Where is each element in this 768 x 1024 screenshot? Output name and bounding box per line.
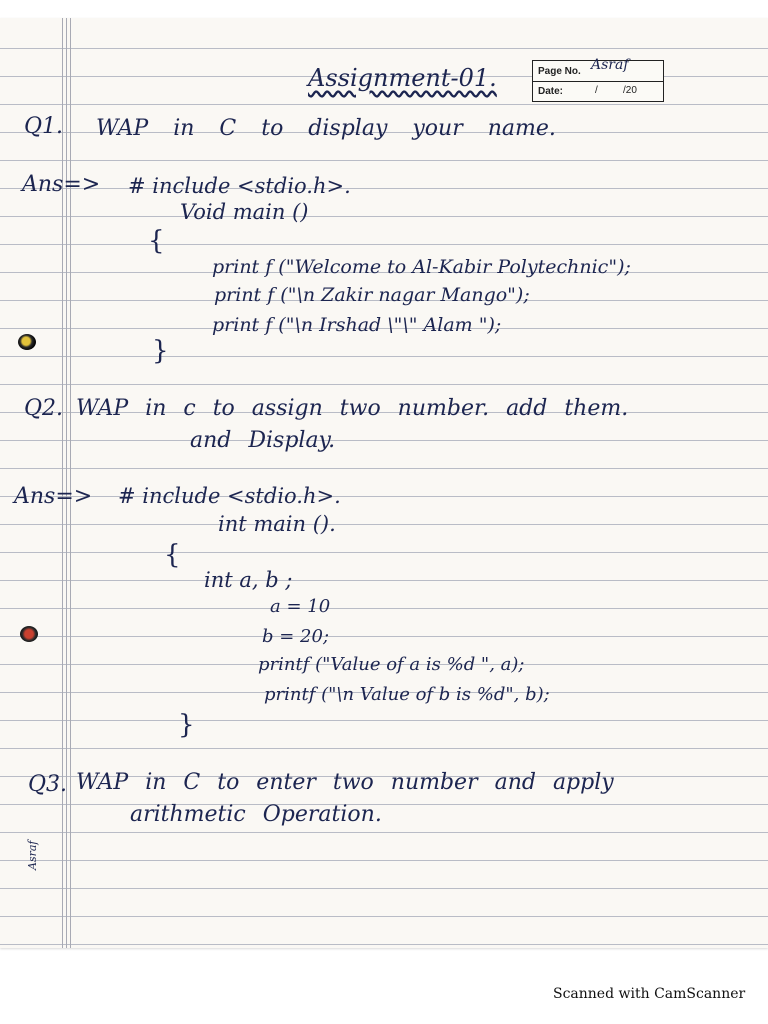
- q1-code-line: print f ("\n Irshad \"\" Alam ");: [212, 314, 502, 336]
- q2-code-line: printf ("Value of a is %d ", a);: [258, 654, 525, 675]
- q3-text-line1: WAP in C to enter two number and apply: [76, 770, 614, 795]
- page-no-value: Asraf: [591, 57, 629, 73]
- q2-text-line2: and Display.: [190, 428, 336, 453]
- q1-label: Q1.: [24, 114, 64, 139]
- margin-line: [70, 18, 71, 948]
- date-year: /20: [623, 85, 637, 96]
- binder-hole: [18, 334, 36, 350]
- q3-label: Q3.: [28, 772, 68, 797]
- q1-code-line: # include <stdio.h>.: [128, 174, 351, 198]
- q2-code-line: int a, b ;: [204, 568, 293, 592]
- q2-label: Q2.: [24, 396, 64, 421]
- q2-code-line: b = 20;: [262, 626, 330, 647]
- date-separator: /: [595, 85, 598, 96]
- date-label: Date:: [538, 86, 564, 97]
- notebook-page: [0, 18, 768, 948]
- q1-text: WAP in C to display your name.: [96, 116, 556, 141]
- q1-code-line: }: [152, 336, 169, 366]
- q2-code-line: }: [178, 710, 195, 740]
- binder-hole: [20, 626, 38, 642]
- q1-code-line: {: [148, 226, 165, 256]
- margin-line: [66, 18, 67, 948]
- page-number-date-box: [532, 57, 664, 102]
- page-title: Assignment-01.: [308, 64, 497, 92]
- q1-ans-label: Ans=>: [22, 172, 101, 197]
- q2-code-line: {: [164, 540, 181, 570]
- page-no-label: Page No.: [538, 66, 581, 77]
- q3-text-line2: arithmetic Operation.: [130, 802, 382, 827]
- q2-ans-label: Ans=>: [14, 484, 93, 509]
- q1-code-line: print f ("\n Zakir nagar Mango");: [214, 284, 530, 306]
- margin-line: [62, 18, 63, 948]
- q1-code-line: print f ("Welcome to Al-Kabir Polytechnic");: [212, 256, 631, 278]
- q2-code-line: int main ().: [218, 512, 336, 536]
- q2-code-line: printf ("\n Value of b is %d", b);: [264, 684, 550, 705]
- q1-code-line: Void main (): [180, 200, 309, 224]
- page-no-row: [533, 57, 663, 82]
- date-row: [533, 81, 663, 101]
- scanner-watermark: Scanned with CamScanner: [553, 986, 746, 1002]
- q2-code-line: a = 10: [270, 596, 331, 617]
- q2-text-line1: WAP in c to assign two number. add them.: [76, 396, 629, 421]
- q2-code-line: # include <stdio.h>.: [118, 484, 341, 508]
- margin-signature: Asraf: [26, 840, 39, 870]
